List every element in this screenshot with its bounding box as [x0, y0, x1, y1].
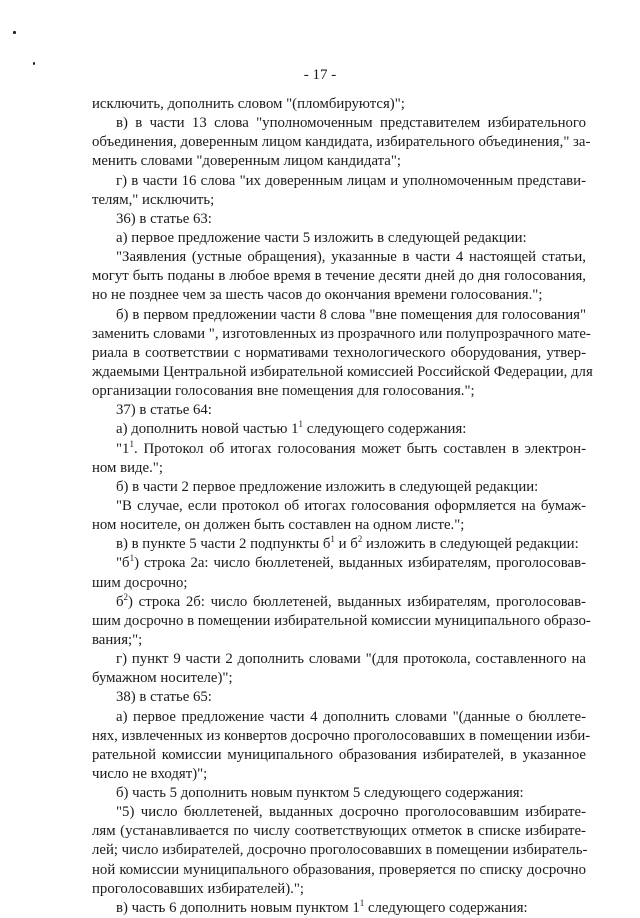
text-line: число не входят)"; [92, 765, 208, 782]
text-line: б) часть 5 дополнить новым пунктом 5 следующего содержания: [116, 785, 524, 802]
text-line: объединения, доверенным лицом кандидата, избирательного объединения," за- [92, 134, 591, 151]
text-line: лям (устанавливается по числу соответствующих отметок в списке избирате- [92, 823, 586, 840]
text-line: могут быть поданы в любое время в течение десяти дней до дня голосования, [92, 268, 586, 285]
text-line: телям," исключить; [92, 191, 215, 208]
text-line: "Заявления (устные обращения), указанные в части 4 настоящей статьи, [116, 249, 586, 266]
text-line: но не позднее чем за шесть часов до окончания времени голосования."; [92, 287, 543, 304]
text-line: риала в соответствии с нормативами технологического оборудования, утвер- [92, 344, 586, 361]
text-line: 37) в статье 64: [116, 402, 212, 419]
text-line: лей; число избирателей, досрочно проголосовавших в помещении избиратель- [92, 842, 588, 859]
text-line: рательной комиссии муниципального образования избирателей, в указанное [92, 746, 586, 763]
text-line: "В случае, если протокол об итогах голосования оформляется на бумаж- [116, 497, 586, 514]
document-body [92, 95, 593, 918]
text-line: менить словами "доверенным лицом кандидата"; [92, 153, 401, 170]
text-line: в) в части 13 слова "уполномоченным представителем избирательного [116, 115, 586, 132]
text-line: ной комиссии муниципального образования, проверяется по списку досрочно [92, 861, 586, 878]
text-line: 38) в статье 65: [116, 689, 212, 706]
text-line: а) первое предложение части 5 изложить в следующей редакции: [116, 229, 527, 246]
text-line: в) часть 6 дополнить новым пунктом $1^1$ следующего содержания: [116, 897, 528, 916]
text-line: б) в первом предложении части 8 слова "вне помещения для голосования" [116, 306, 586, 323]
text-line: проголосовавших избирателей)."; [92, 880, 304, 897]
text-line: $б^2$) строка 2б: число бюллетеней, выданных избирателям, проголосовав- [116, 591, 586, 610]
text-line: ном виде."; [92, 459, 163, 476]
text-line: исключить, дополнить словом "(пломбируются)"; [92, 96, 405, 112]
text-line: вания;"; [92, 631, 143, 648]
text-line: заменить словами ", изготовленных из прозрачного или полупрозрачного мате- [92, 325, 591, 342]
page-number: - 17 - [303, 67, 337, 83]
text-line: а) первое предложение части 4 дополнить словами "(данные о бюллете- [116, 708, 586, 725]
text-line: организации голосования вне помещения для голосования."; [92, 383, 475, 400]
text-line: ном носителе, он должен быть составлен на одном листе."; [92, 517, 465, 534]
text-line: "$б^1$) строка 2а: число бюллетеней, выданных избирателям, проголосовав- [116, 553, 586, 572]
text-line: бумажном носителе)"; [92, 670, 233, 687]
text-line: "5) число бюллетеней, выданных досрочно проголосовавшим избирате- [116, 804, 586, 821]
text-line: в) в пункте 5 части 2 подпункты $б^1$ и $б^2$ изложить в следующей редакции: [116, 534, 579, 553]
text-line: ждаемыми Центральной избирательной комиссией Российской Федерации, для [92, 363, 593, 380]
text-line: шим досрочно в помещении избирательной комиссии муниципального образо- [92, 612, 591, 629]
text-line: г) пункт 9 части 2 дополнить словами "(для протокола, составленного на [116, 651, 586, 668]
scan-speck [13, 31, 16, 34]
text-line: нях, извлеченных из конвертов досрочно проголосовавших в помещении изби- [92, 727, 591, 744]
text-line: "$1^1$. Протокол об итогах голосования может быть составлен в электрон- [116, 438, 586, 457]
text-line: шим досрочно; [92, 574, 188, 591]
text-line: а) дополнить новой частью $1^1$ следующего содержания: [116, 419, 467, 438]
text-line: 36) в статье 63: [116, 210, 212, 227]
scan-speck [33, 62, 35, 65]
text-line: г) в части 16 слова "их доверенным лицам и уполномоченным представи- [116, 172, 586, 189]
text-line: б) в части 2 первое предложение изложить в следующей редакции: [116, 478, 539, 495]
